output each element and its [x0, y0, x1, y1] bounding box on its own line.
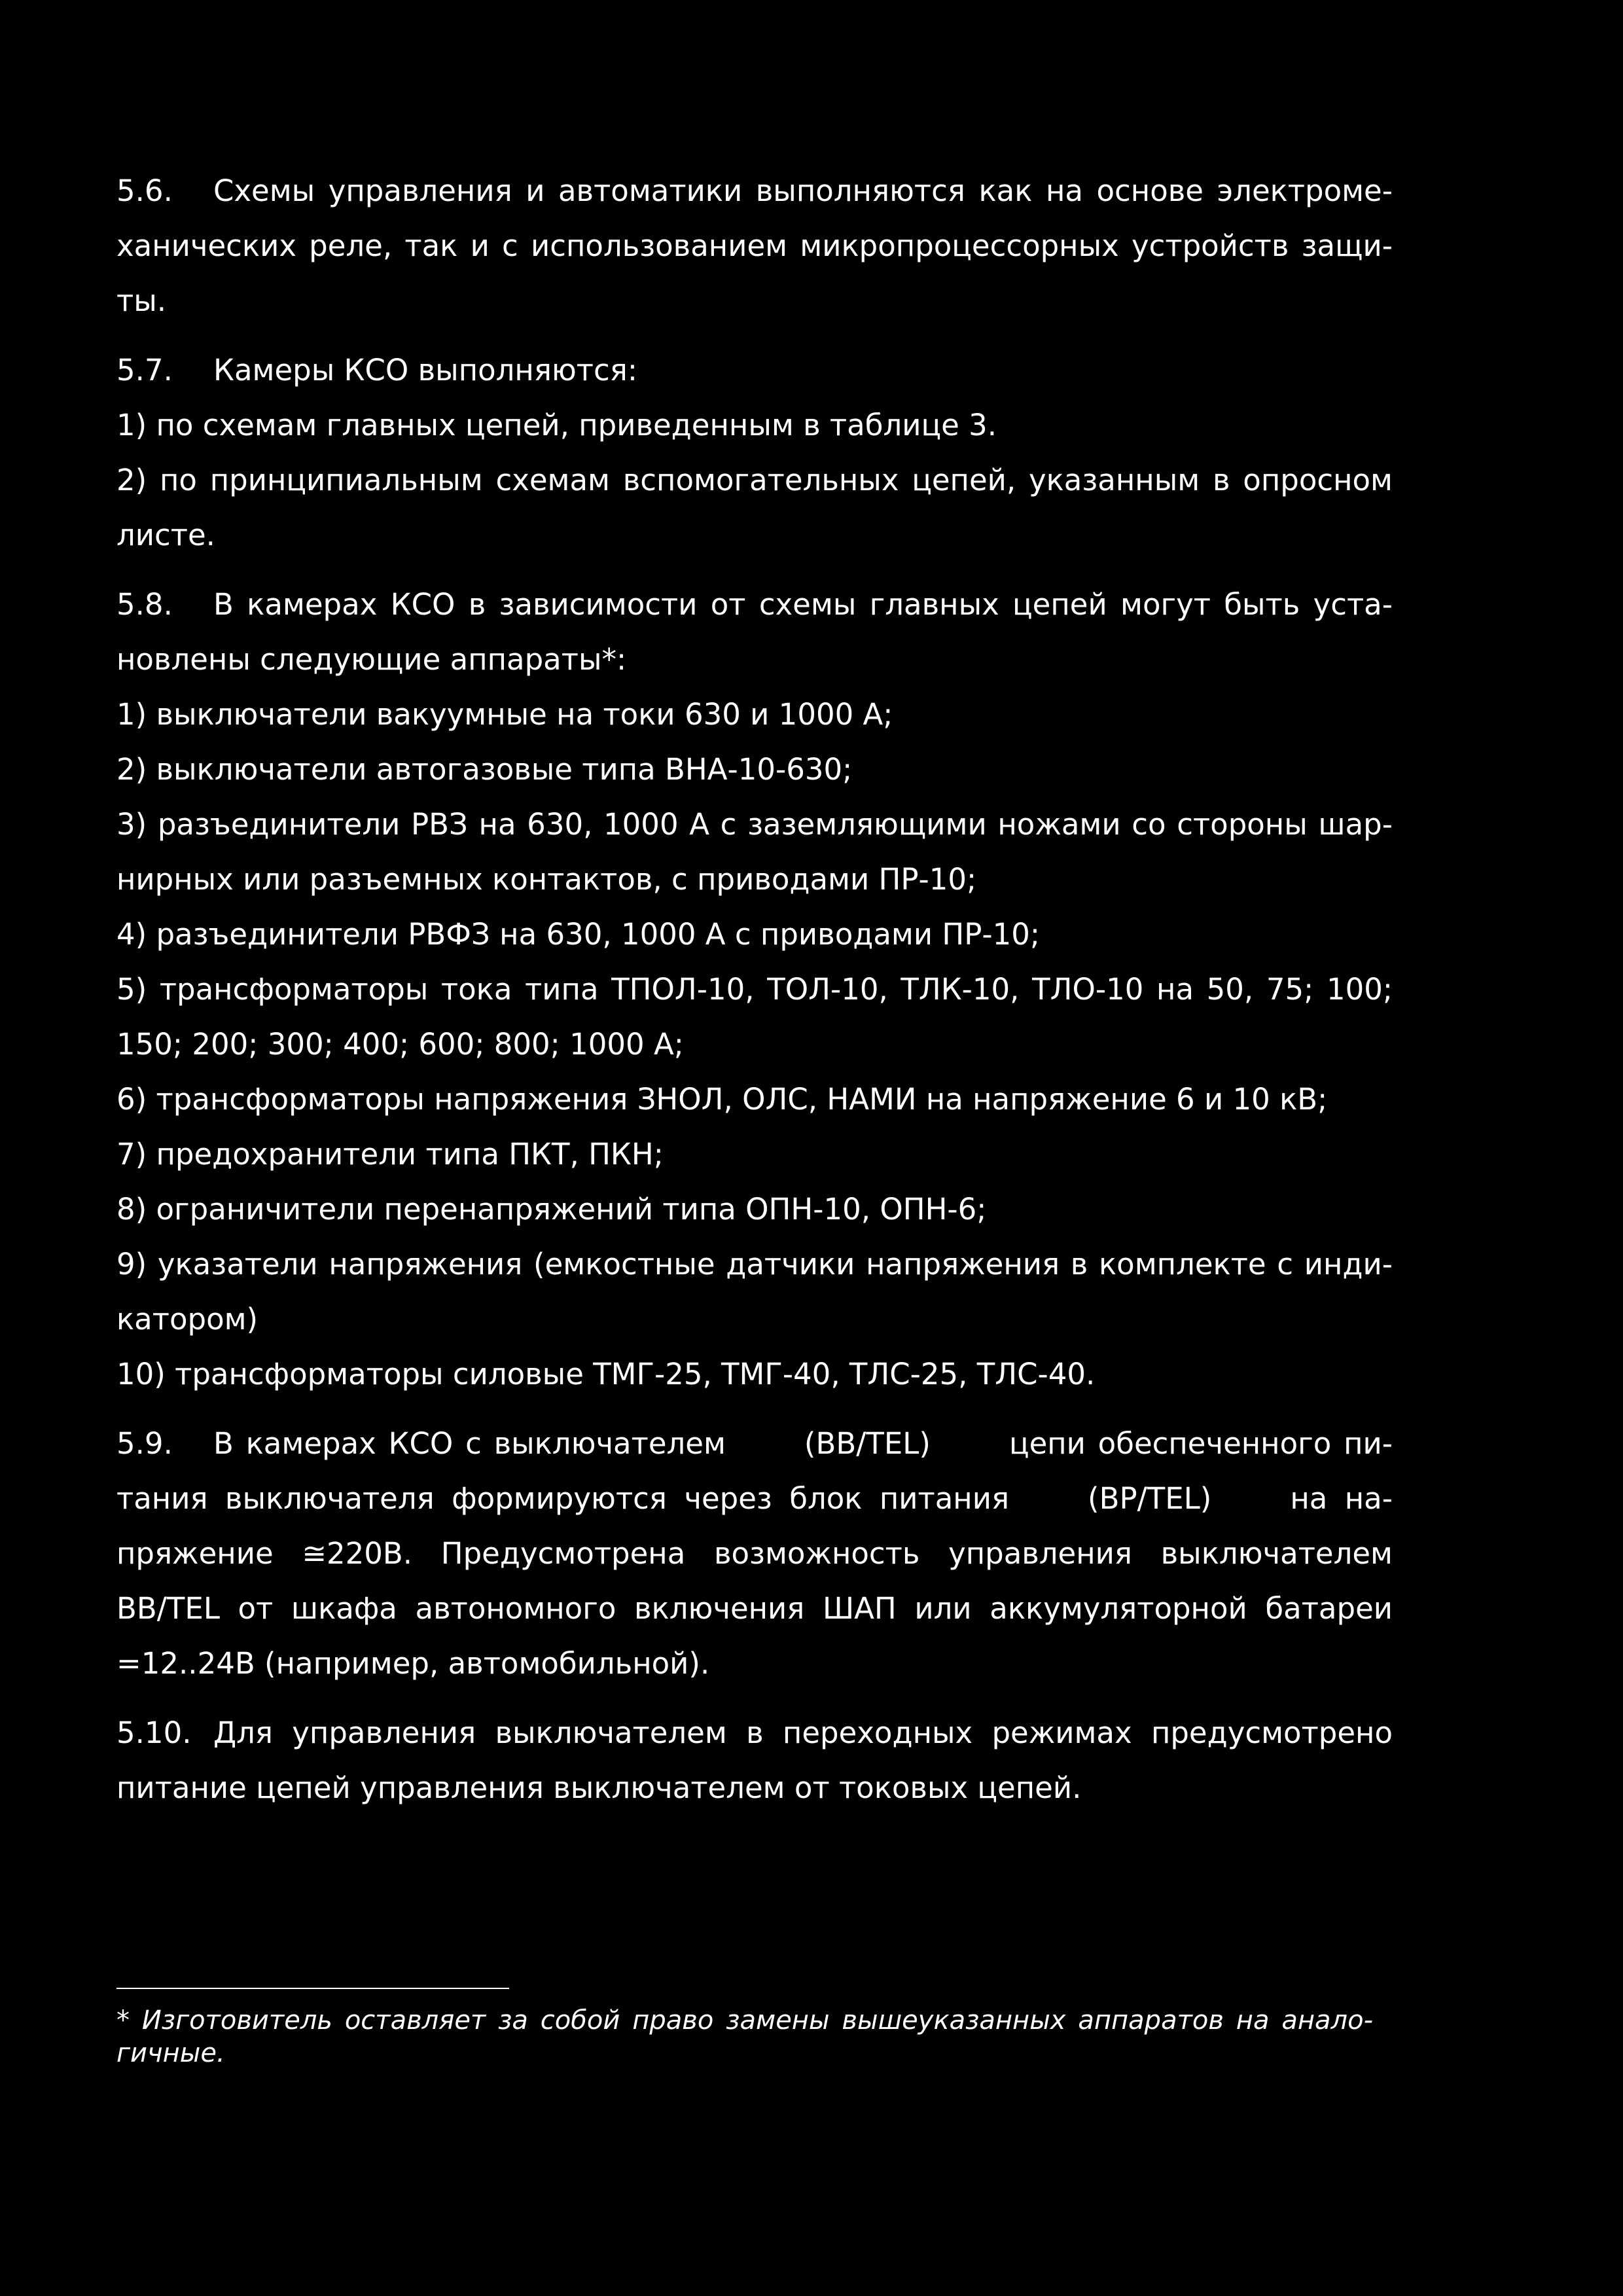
list-item: 1) по схемам главных цепей, приведенным в таблице 3.	[116, 408, 997, 442]
section-number: 5.9.	[116, 1426, 173, 1461]
section-5-6	[116, 164, 1393, 329]
list-item: 2) выключатели автогазовые типа ВНА-10-630;	[116, 752, 853, 787]
list-item: 8) ограничители перенапряжений типа ОПН-10, ОПН-6;	[116, 1192, 987, 1227]
paragraph-5-10	[116, 1706, 1393, 1816]
list-item: 5) трансформаторы тока типа ТПОЛ-10, ТОЛ-10, ТЛК-10, ТЛО-10 на 50, 75; 100; 150; 200; 300; 400; 600; 800; 1000 А;	[116, 972, 1393, 1062]
footnote-divider	[116, 1988, 509, 1989]
document-body	[116, 164, 1393, 1830]
section-5-10	[116, 1706, 1393, 1816]
section-5-7	[116, 343, 1393, 563]
device-code: (BP/TEL)	[1088, 1481, 1212, 1516]
section-text: Камеры КСО выполняются:	[213, 353, 637, 387]
paragraph-5-7	[116, 343, 1393, 398]
section-number: 5.7.	[116, 353, 173, 387]
section-number: 5.10.	[116, 1715, 192, 1750]
section-text: Схемы управления и автоматики выполняются как на основе электромеханических реле, так и с использованием микропроцессорных устройств защиты.	[116, 173, 1393, 318]
section-text: Для управления выключателем в переходных режимах предусмотрено питание цепей управления выключателем от токовых цепей.	[116, 1715, 1393, 1805]
list-item: 9) указатели напряжения (емкостные датчики напряжения в комплекте с индикатором)	[116, 1247, 1393, 1336]
section-5-8	[116, 577, 1393, 1402]
list-item: 7) предохранители типа ПКТ, ПКН;	[116, 1137, 664, 1172]
paragraph-5-9	[116, 1416, 1393, 1691]
list-item: 1) выключатели вакуумные на токи 630 и 1000 А;	[116, 697, 893, 732]
paragraph-5-8	[116, 577, 1393, 687]
list-item: 4) разъединители РВФЗ на 630, 1000 А с приводами ПР-10;	[116, 917, 1041, 952]
section-text: В камерах КСО в зависимости от схемы главных цепей могут быть установлены следующие аппараты*:	[116, 587, 1393, 677]
list-item: 6) трансформаторы напряжения ЗНОЛ, ОЛС, НАМИ на напряжение 6 и 10 кВ;	[116, 1082, 1328, 1117]
section-text-part: В камерах КСО с выключателем	[213, 1426, 726, 1461]
section-5-9	[116, 1416, 1393, 1691]
list-item: 10) трансформаторы силовые ТМГ-25, ТМГ-40, ТЛС-25, ТЛС-40.	[116, 1357, 1096, 1391]
footnote: * Изготовитель оставляет за собой право замены вышеуказанных аппаратов на аналогичные.	[116, 2005, 1373, 2068]
section-number: 5.6.	[116, 173, 173, 208]
list-item: 2) по принципиальным схемам вспомогательных цепей, указанным в опросном листе.	[116, 463, 1393, 552]
paragraph-5-6	[116, 164, 1393, 329]
section-number: 5.8.	[116, 587, 173, 622]
section-text-part: на напряжение ≅220В. Предусмотрена возможность управления выключателем BB/TEL от шкафа автономного включения ШАП или аккумуляторной батареи =12..24В (например, автомобильной).	[116, 1481, 1393, 1681]
list-item: 3) разъединители РВЗ на 630, 1000 А с заземляющими ножами со стороны шарнирных или разъемных контактов, с приводами ПР-10;	[116, 807, 1393, 897]
section-text-part: цепи обеспеченного питания выключателя формируются через блок питания	[116, 1426, 1393, 1516]
device-code: (BB/TEL)	[804, 1426, 931, 1461]
